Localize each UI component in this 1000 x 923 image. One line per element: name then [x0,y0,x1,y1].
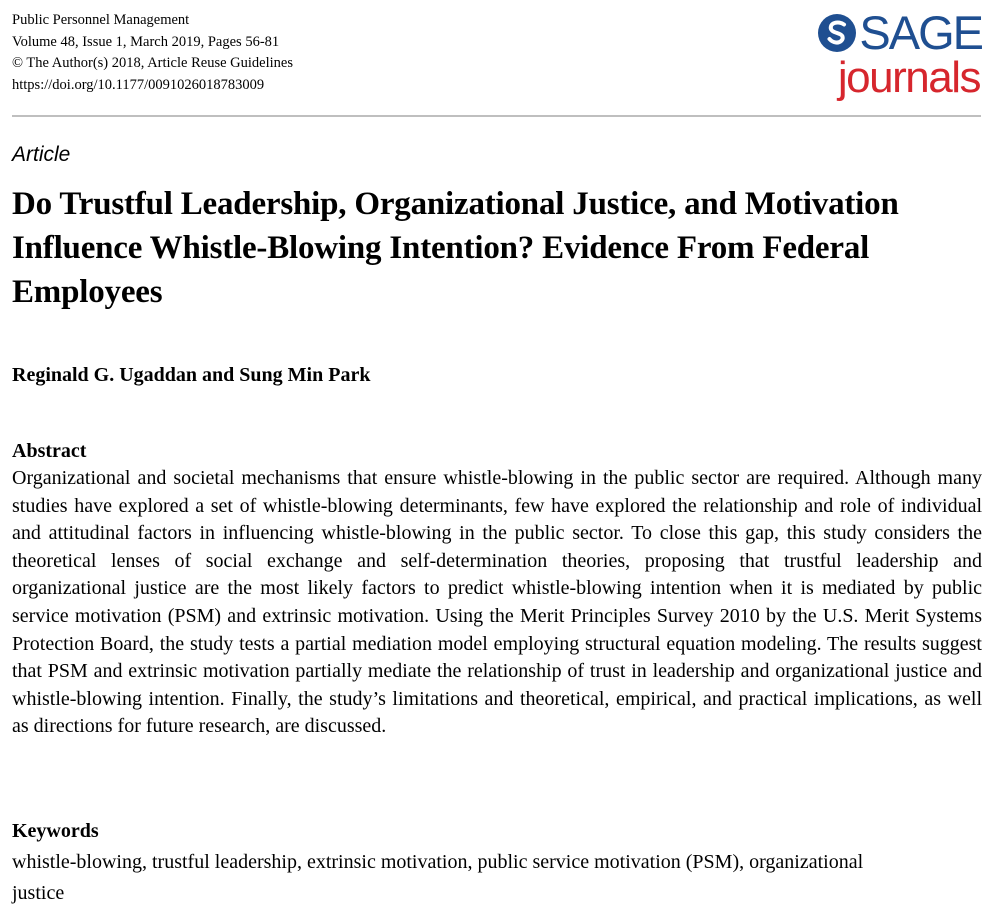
article-type-label: Article [12,143,71,166]
sage-wordmark: SAGE [859,6,982,59]
doi-link[interactable]: https://doi.org/10.1177/0091026018783009 [12,76,265,93]
volume-info: Volume 48, Issue 1, March 2019, Pages 56-81 [12,33,280,50]
journal-header [12,10,293,96]
copyright-info: © The Author(s) 2018, Article Reuse Guidelines [12,55,293,71]
sage-s-icon [817,13,857,53]
keywords-heading: Keywords [12,820,99,842]
journals-wordmark: journals [837,53,980,102]
sage-logo-top [817,8,982,58]
header-divider [12,115,981,117]
sage-journals-logo [822,8,982,108]
abstract-text: Organizational and societal mechanisms that ensure whistle-blowing in the public sector are required. Although many studies have explored a set of whistle-blowing determinants, few have explored the relationship and role of individual and attitudinal factors in influencing whistle-blowing in the public sector. To close this gap, this study considers the theoretical lenses of social exchange and self-determination theories, proposing that trustful leadership and organizational justice are the most likely factors to predict whistle-blowing intention when it is mediated by public service motivation (PSM) and extrinsic motivation. Using the Merit Principles Survey 2010 by the U.S. Merit Systems Protection Board, the study tests a partial mediation model employing structural equation modeling. The results suggest that PSM and extrinsic motivation partially mediate the relationship of trust in leadership and organizational justice and whistle-blowing intention. Finally, the study’s limitations and theoretical, empirical, and practical implications, as well as directions for future research, are discussed. [12,467,982,738]
article-authors: Reginald G. Ugaddan and Sung Min Park [12,364,371,386]
keywords-text: whistle-blowing, trustful leadership, extrinsic motivation, public service motivation (PSM), organizational justice [12,851,864,904]
journal-name: Public Personnel Management [12,12,190,28]
article-title: Do Trustful Leadership, Organizational Justice, and Motivation Influence Whistle-Blowing Intention? Evidence From Federal Employees [12,186,899,310]
abstract-heading: Abstract [12,440,87,462]
